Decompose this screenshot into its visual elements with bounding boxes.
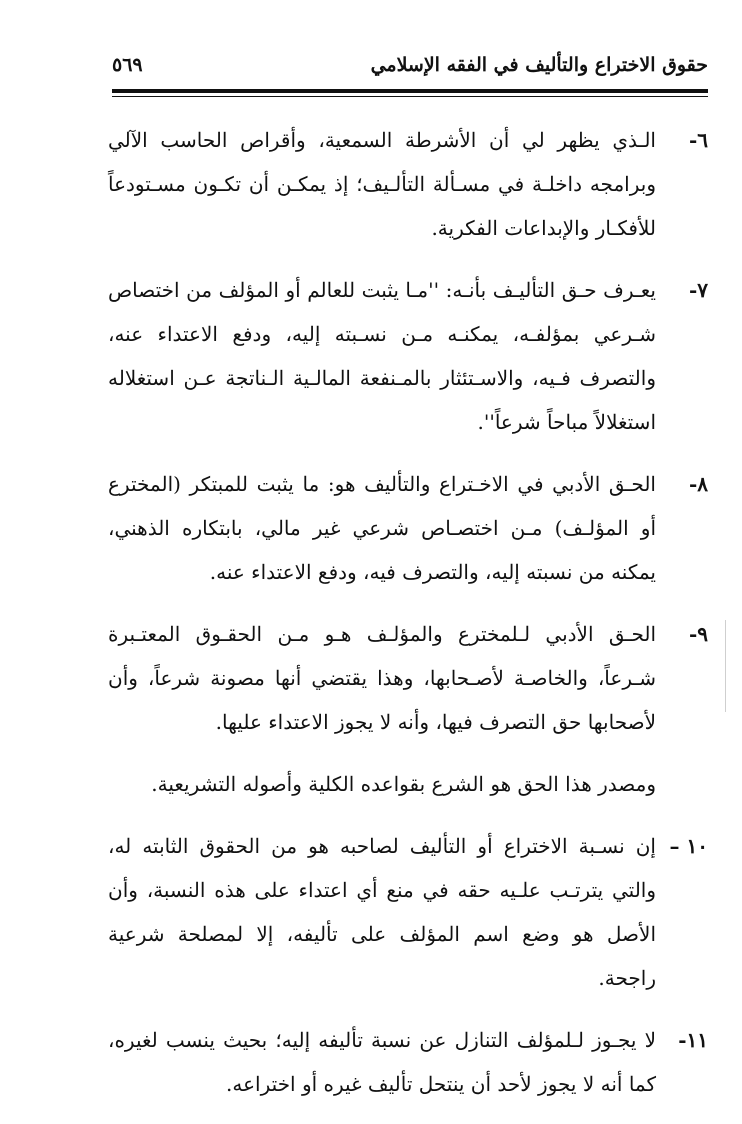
item-number: ٦- [688,128,708,152]
list-item [108,462,708,594]
header-title: حقوق الاختراع والتأليف في الفقه الإسلامي [370,54,708,76]
item-text: الحـق الأدبي في الاخـتراع والتأليف هو: ما يثبت للمبتكر (المخترع أو المؤلـف) مـن اختصـاص شرعي غير مالي، بابتكاره الذهني، يمكنه من نسبته إليه، والتصرف فيه، ودفع الاعتداء عنه. [108,472,656,584]
item-number: ١١- [678,1028,708,1052]
item-text: الحـق الأدبي لـلمخترع والمؤلـف هـو مـن الحقـوق المعتـبرة شـرعاً، والخاصـة لأصـحابها، وهذا يقتضي أنها مصونة شرعاً، وأن لأصحابها حق التصرف فيها، وأنه لا يجوز الاعتداء عليها. [108,622,656,734]
item-number: ١٠ – [669,834,708,858]
header-rule-thin [112,96,708,97]
item-text: لا يجـوز لـلمؤلف التنازل عن نسبة تأليفه إليه؛ بحيث ينسب لغيره، كما أنه لا يجوز لأحد أن ينتحل تأليف غيره أو اختراعه. [108,1028,656,1096]
list-item [108,1018,708,1106]
item-text: يعـرف حـق التأليـف بأنـه: ''مـا يثبت للعالم أو المؤلف من اختصاص شـرعي بمؤلفـه، يمكنـه مـن نسـبته إليه، ودفع الاعتداء عنه، والتصرف فـيه، والاسـتئثار بالمـنفعة المالـية الـناتجة عـن استغلاله استغلالاً مباحاً شرعاً''. [108,278,656,434]
item-number: ٩- [688,622,708,646]
list-item [108,118,708,250]
list-item [108,612,708,744]
item-text: الـذي يظهر لي أن الأشرطة السمعية، وأقراص الحاسب الآلي وبرامجه داخلـة في مسـألة التألـيف؛ إذ يمكـن أن تكـون مسـتودعاً للأفكـار والإبداعات الفكرية. [108,128,656,240]
source-note: ومصدر هذا الحق هو الشرع بقواعده الكلية وأصوله التشريعية. [151,772,656,796]
running-header [112,50,708,82]
item-number: ٨- [688,472,708,496]
header-rule-thick [112,89,708,93]
margin-mark [725,620,726,712]
list-item [108,268,708,444]
list-item [108,824,708,1000]
item-number: ٧- [688,278,708,302]
page-number: ٥٦٩ [112,54,143,76]
body-content [108,118,708,1124]
item-text: إن نسـبة الاختراع أو التأليف لصاحبه هو من الحقوق الثابته له، والتي يترتـب علـيه حقه في منع أي اعتداء على هذه النسبة، وأن الأصل هو وضع اسم المؤلف على تأليفه، إلا لمصلحة شرعية راجحة. [108,834,656,990]
